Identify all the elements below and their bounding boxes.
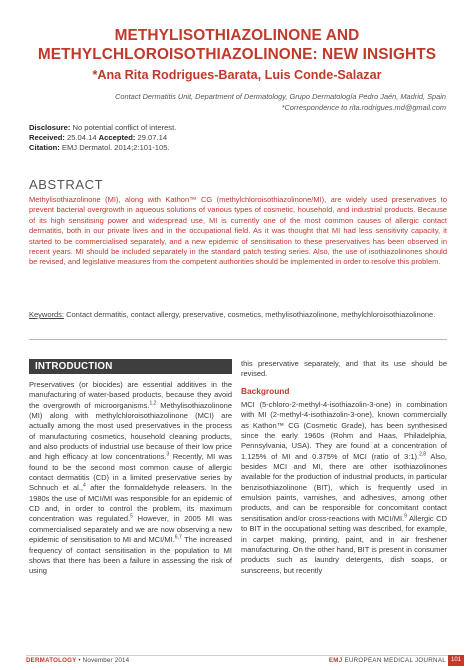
footer-date: • November 2014	[76, 657, 130, 664]
abstract-text: Methylisothiazolinone (MI), along with Kathon™ CG (methylchloroisothiazolinone/MI), are widely used preservatives to prevent bacterial overgrowth in aqueous solutions of various types of cosmetic, household, and industrial products. Because of its high sensitising power and widespread use, MI is currently one of the most common causes of allergic contact dermatitis, both in our private lives and in the occupational field. As it was thought that MI had less sensitivity capacity, it started to be commercialised separately, and a new epidemic of sensitisation to these preservatives has been observed in recent years. MI should be included separately in the standard patch testing series. Also, the use of isothiazolinones should be revised, and legislative measures from the competent authorities should be implemented in order to resolve this problem.	[29, 195, 447, 267]
citation-label: Citation:	[29, 143, 60, 153]
intro-text-c: Recently, MI was found to be the second most common cause of allergic contact dermatitis (CD) in a limited preservative series by Schnuch et al.,	[29, 452, 232, 493]
keywords-text: Contact dermatitis, contact allergy, preservative, cosmetics, methylisothiazolinone, methylchloroisothiazolinone.	[64, 310, 436, 319]
page-number: 101	[448, 655, 464, 666]
intro-text-e: However, in 2005 MI was commercialised separately and we are now observing a new epidemic of sensitisation to MI and MCI/MI.	[29, 514, 232, 545]
intro-text-f: The increased frequency of contact sensitisation in the population to MI shows that there has been a failure in assessing the risk of using	[29, 535, 233, 576]
background-text-a: MCI (5-chloro-2-methyl-4-isothiazolin-3-one) in combination with MI (2-methyl-4-isothiazolin-3-one), known commercially as Kathon™ CG (Cosmetic Grade), has been synthesised since the early 1960s (Rohm and Haas, Philadelphia, Pennsylvania, USA). They are found at a concentration of 1.125% of MI and 0.375% of MCI (ratio of 3:1).	[241, 400, 447, 461]
reference-marker: 2,8	[419, 451, 427, 458]
footer-section-name: DERMATOLOGY	[26, 657, 77, 664]
keywords	[29, 310, 447, 320]
intro-text-b: Methylisothiazolinone (MI) along with methylchloroisothiazolinone (MCI) are actually among the most used preservatives in the process of manufacturing cosmetics, household cleaning products, and also products of industrial use because of their low price and high efficacy at low concentrations.	[29, 400, 232, 462]
introduction-heading: INTRODUCTION	[29, 359, 232, 374]
footer-journal-name: EUROPEAN MEDICAL JOURNAL	[342, 657, 446, 664]
footer-rule	[26, 655, 464, 656]
disclosure-row	[29, 123, 176, 133]
reference-marker: 9	[404, 513, 407, 520]
footer-journal	[329, 657, 446, 664]
dates-row	[29, 133, 176, 143]
affiliation	[0, 91, 446, 113]
abstract-heading: ABSTRACT	[29, 177, 104, 192]
emj-logo: EMJ	[328, 657, 343, 664]
background-text-c: Allergic CD to BIT in the occupational setting was described, for example, in carpet making, printing, paint, and in air freshener manufacturing. On the other hand, BIT is present in consumer products such as laundry detergents, dish soaps, or sunscreens, but recently	[241, 513, 447, 575]
keywords-label: Keywords:	[29, 310, 65, 319]
intro-text-d: after the formaldehyde releasers. In the 1980s the use of MCI/MI was responsible for an epidemic of CD and, in order to control the problem, its maximum concentration was regulated.	[29, 483, 232, 524]
intro-paragraph	[29, 380, 232, 577]
reference-marker: 1,2	[149, 400, 157, 407]
received-label: Received:	[29, 133, 65, 143]
reference-marker: 3	[166, 451, 170, 458]
section-divider	[29, 339, 447, 340]
continuation-paragraph: this preservative separately, and that its use should be revised.	[241, 359, 447, 379]
citation-row	[29, 143, 176, 153]
authors: *Ana Rita Rodrigues-Barata, Luis Conde-Salazar	[92, 68, 382, 82]
article-meta	[29, 123, 176, 154]
reference-marker: 4	[83, 482, 86, 489]
right-column	[241, 359, 447, 576]
article-title-line-2: METHYLCHLOROISOTHIAZOLINONE: NEW INSIGHTS	[37, 46, 437, 63]
footer-journal-section	[26, 657, 129, 664]
correspondence-line: *Correspondence to rita.rodrigues.md@gmail.com	[281, 103, 446, 112]
disclosure-label: Disclosure:	[29, 123, 71, 132]
affiliation-line: Contact Dermatitis Unit, Department of Dermatology, Grupo Dermatología Pedro Jaén, Madrid, Spain	[115, 92, 446, 101]
citation-value: EMJ Dermatol. 2014;2:101-105.	[59, 143, 170, 153]
disclosure-value: No potential conflict of interest.	[70, 123, 177, 132]
intro-text-a: Preservatives (or biocides) are essential additives in the manufacturing of water-based products, because they avoid the overgrowth of microorganisms.	[29, 380, 232, 410]
page-footer	[0, 655, 474, 670]
accepted-value: 29.07.14	[135, 133, 168, 143]
article-title-line-1: METHYLISOTHIAZOLINONE AND	[114, 27, 360, 44]
reference-marker: 5	[130, 513, 133, 520]
background-text-b: Also, besides MCI and MI, there are other isothiazolinones available for the production of industrial products, in particular benzisothiazolinone (BIT), which is frequently used in emulsion paints, varnishes, and adhesives, among other products, and can be responsible for concomitant contact sensitisation and/or cross-reactions with MCI/MI.	[241, 451, 447, 523]
received-value: 25.04.14	[64, 133, 99, 143]
background-paragraph	[241, 400, 447, 576]
background-heading: Background	[241, 385, 290, 396]
reference-marker: 6,7	[174, 534, 182, 541]
left-column	[29, 380, 232, 577]
title-block	[10, 26, 464, 83]
accepted-label: Accepted:	[98, 133, 136, 143]
